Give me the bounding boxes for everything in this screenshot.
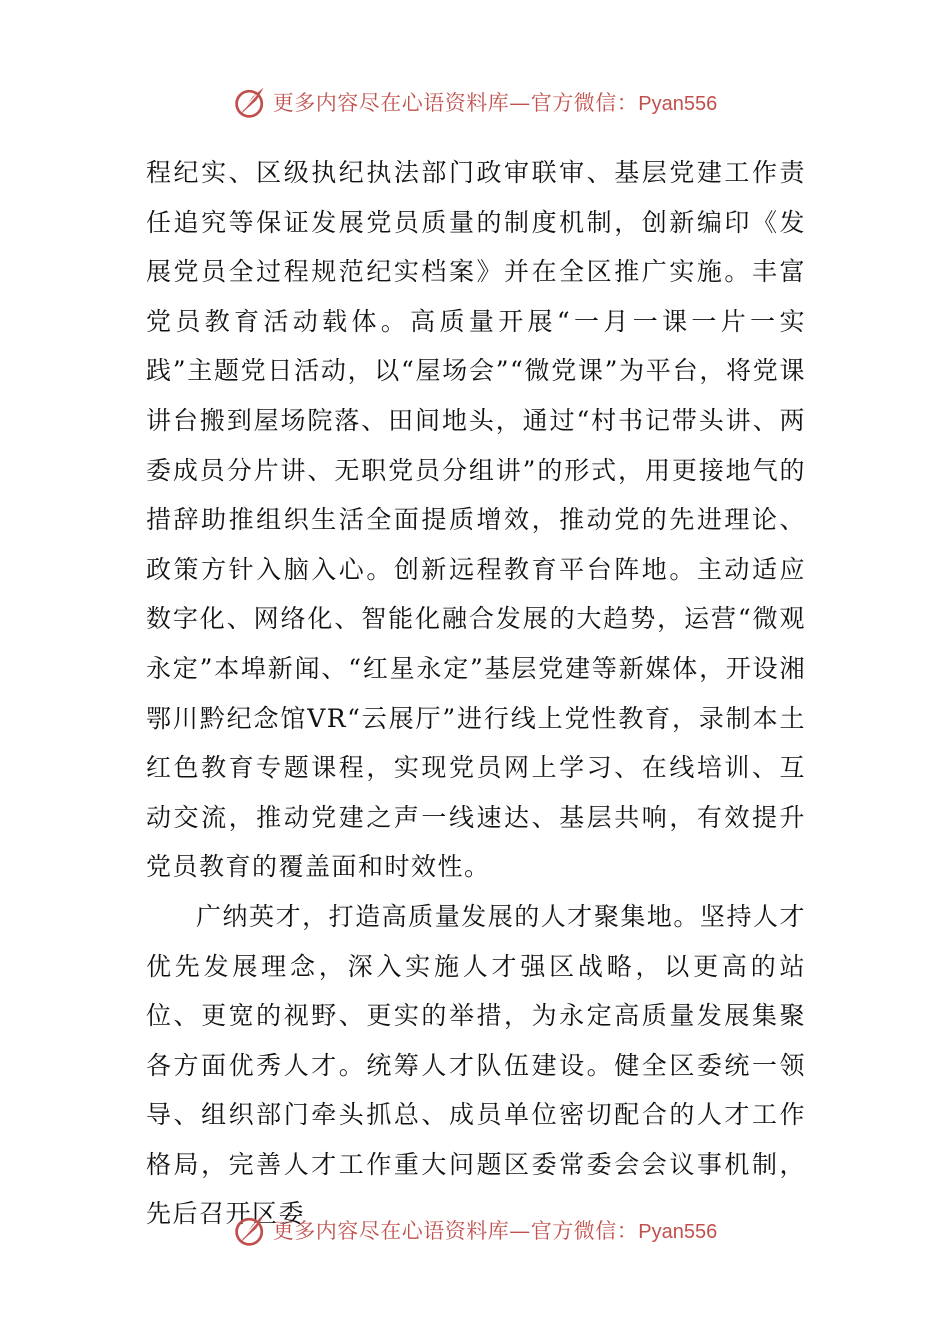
paragraph-talent-gathering: 广纳英才，打造高质量发展的人才聚集地。坚持人才优先发展理念，深入实施人才强区战略，以更高的站位、更宽的视野、更实的举措，为永定高质量发展集聚各方面优秀人才。统筹人才队伍建设。健全区委统一领导、组织部门牵头抓总、成员单位密切配合的人才工作格局，完善人才工作重大问题区委常委会会议事机制，先后召开区委 <box>146 901 806 1229</box>
quill-pen-logo-icon <box>233 1212 269 1248</box>
header-banner <box>0 82 950 122</box>
footer-banner-text: 更多内容尽在心语资料库—官方微信：Pyan556 <box>272 1219 718 1243</box>
header-banner-text: 更多内容尽在心语资料库—官方微信：Pyan556 <box>272 91 718 115</box>
header-wechat-id: Pyan556 <box>638 93 718 115</box>
document-body <box>146 148 806 1239</box>
quill-pen-logo-icon <box>233 84 269 120</box>
footer-banner <box>0 1210 950 1250</box>
paragraph-party-education: 程纪实、区级执纪执法部门政审联审、基层党建工作责任追究等保证发展党员质量的制度机制，创新编印《发展党员全过程规范纪实档案》并在全区推广实施。丰富党员教育活动载体。高质量开展“一月一课一片一实践”主题党日活动，以“屋场会”“微党课”为平台，将党课讲台搬到屋场院落、田间地头，通过“村书记带头讲、两委成员分片讲、无职党员分组讲”的形式，用更接地气的措辞助推组织生活全面提质增效，推动党的先进理论、政策方针入脑入心。创新远程教育平台阵地。主动适应数字化、网络化、智能化融合发展的大趋势，运营“微观永定”本埠新闻、“红星永定”基层党建等新媒体，开设湘鄂川黔纪念馆VR“云展厅”进行线上党性教育，录制本土红色教育专题课程，实现党员网上学习、在线培训、互动交流，推动党建之声一线速达、基层共响，有效提升党员教育的覆盖面和时效性。 <box>146 158 806 882</box>
footer-wechat-id: Pyan556 <box>638 1221 718 1243</box>
